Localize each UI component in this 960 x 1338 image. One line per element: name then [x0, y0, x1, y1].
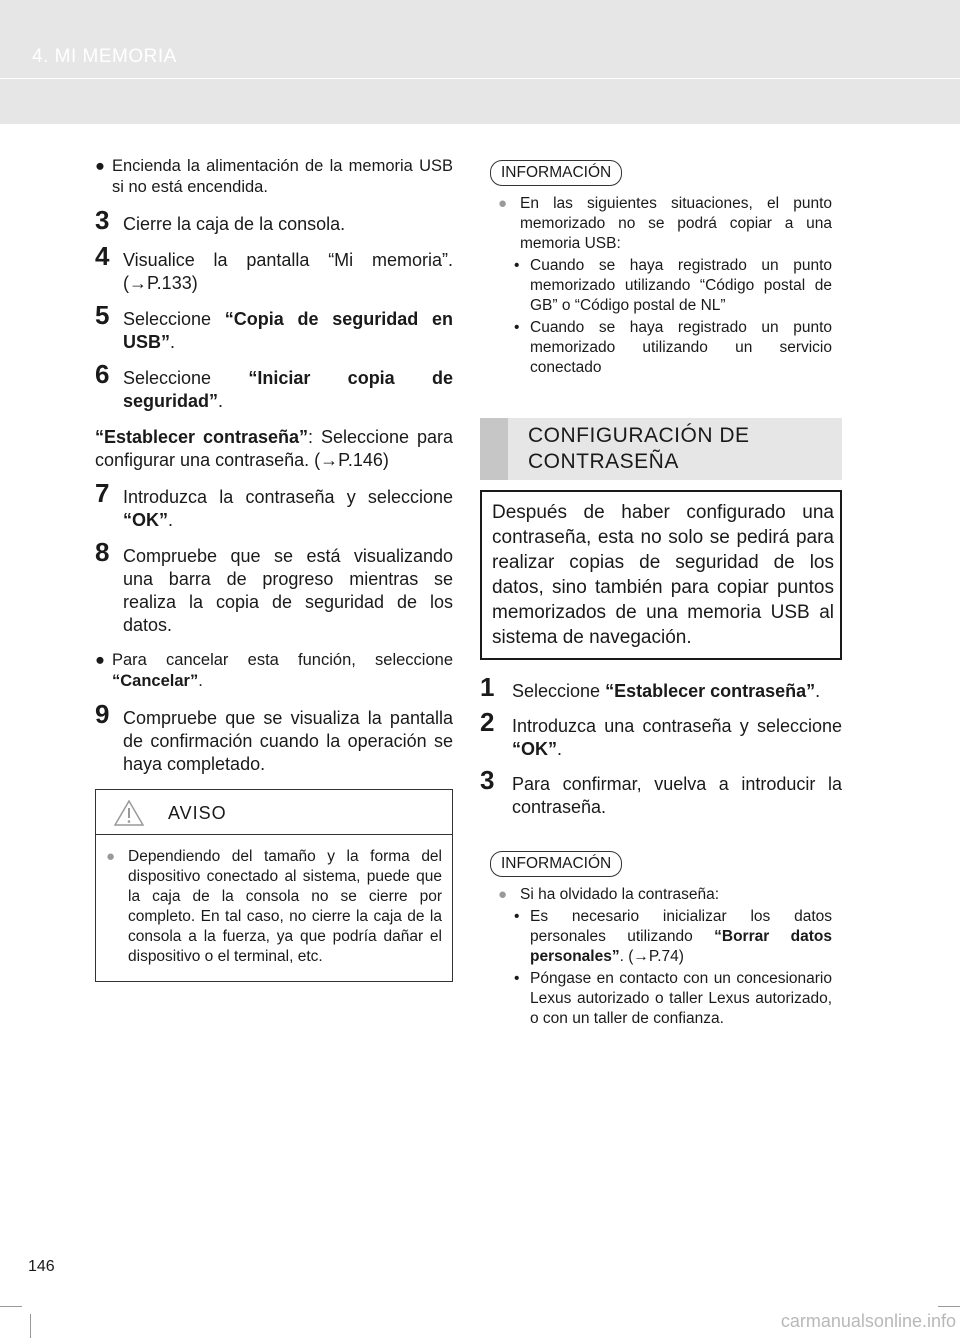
- section-heading-title: [528, 423, 750, 475]
- bullet-icon: ●: [498, 195, 508, 212]
- sub-bullet-icon: •: [514, 319, 520, 336]
- info-sub-item: [498, 256, 832, 316]
- step-text: Compruebe que se está visualizando una barra de progreso mientras se realiza la copia de seguridad de los datos.: [123, 546, 453, 635]
- sub-text: Cuando se haya registrado un punto memorizado utilizando un servicio conectado: [530, 319, 832, 376]
- warning-bullet: [106, 847, 442, 967]
- warning-title: AVISO: [168, 803, 227, 823]
- step-text-post: .: [170, 332, 176, 352]
- section-heading: [480, 418, 842, 480]
- step-text-post: .: [218, 391, 224, 411]
- section-title-line: CONFIGURACIÓN DE: [528, 424, 750, 447]
- step-number: 7: [95, 478, 110, 508]
- info-tag: INFORMACIÓN: [490, 851, 622, 877]
- info-bullet: [498, 885, 832, 905]
- info-sub-item: [498, 318, 832, 378]
- sub-bullet-icon: •: [514, 970, 520, 987]
- step-text: Para confirmar, vuelva a introducir la contraseña.: [512, 774, 842, 817]
- step-9: [95, 699, 453, 776]
- bullet-text-pre: Para cancelar esta función, seleccione: [112, 651, 453, 669]
- bullet-icon: ●: [106, 848, 116, 865]
- bullet-icon: ●: [95, 157, 105, 175]
- warning-body: [96, 835, 452, 981]
- step-number: 1: [480, 672, 495, 702]
- bullet-item: [95, 650, 453, 692]
- sub-bullet-icon: •: [514, 908, 520, 925]
- intro-box: Después de haber configurado una contraseña, esta no solo se pedirá para realizar copias de seguridad de los datos, sino también para copiar puntos memorizados de una memoria USB al sistema de navegación.: [480, 490, 842, 660]
- sub-text: Póngase en contacto con un concesionario Lexus autorizado o taller Lexus autorizado, o con un taller de confianza.: [530, 970, 832, 1027]
- info-tag: INFORMACIÓN: [490, 160, 622, 186]
- right-column: [480, 156, 842, 1029]
- step-text-pre: Seleccione: [512, 681, 606, 701]
- step-3-right: [480, 765, 842, 819]
- bullet-item: [95, 156, 453, 198]
- step-4: [95, 241, 453, 295]
- info-bullet: [498, 194, 832, 254]
- page-header: [0, 0, 960, 124]
- info-body: [480, 885, 842, 1029]
- step-text-post: .: [815, 681, 821, 701]
- step-2: [480, 707, 842, 761]
- step-text-pre: Introduzca una contraseña y seleccione: [512, 716, 842, 736]
- bullet-option: “Cancelar”: [112, 672, 199, 690]
- step-option: “OK”: [123, 510, 168, 530]
- info-text: En las siguientes situaciones, el punto memorizado no se podrá copiar a una memoria USB:: [520, 195, 832, 252]
- step-text-post: .: [557, 739, 563, 759]
- page-number: 146: [28, 1258, 55, 1275]
- info-sub-item: [498, 969, 832, 1029]
- section-title-line: CONTRASEÑA: [528, 450, 679, 473]
- info-body: [480, 194, 842, 378]
- step-6: [95, 359, 453, 413]
- step-number: 4: [95, 241, 110, 271]
- sub-text-post: . (→P.74): [619, 948, 684, 965]
- note-option: “Establecer contraseña”: [95, 427, 309, 447]
- step-option: “Establecer contraseña”: [605, 681, 816, 701]
- watermark: carmanualsonline.info: [780, 1311, 956, 1331]
- note-text: : Seleccione para configurar una contraseña. (→P.146): [95, 427, 453, 470]
- sub-text: Cuando se haya registrado un punto memorizado utilizando “Código postal de GB” o “Código postal de NL”: [530, 257, 832, 314]
- crop-mark: [30, 1314, 31, 1338]
- warning-triangle-icon: [114, 800, 144, 832]
- step-number: 2: [480, 707, 495, 737]
- step-number: 8: [95, 537, 110, 567]
- step-5: [95, 300, 453, 354]
- bullet-icon: ●: [498, 886, 508, 903]
- bullet-icon: ●: [95, 651, 105, 669]
- left-column: [95, 156, 453, 982]
- step-1: [480, 672, 842, 703]
- info-sub-item: [498, 907, 832, 967]
- step-option: “Iniciar copia de seguridad”: [123, 368, 453, 411]
- step-text: Visualice la pantalla “Mi memoria”. (→P.133): [123, 250, 453, 293]
- step-text-post: .: [168, 510, 174, 530]
- step-number: 6: [95, 359, 110, 389]
- step-3: [95, 205, 453, 236]
- warning-header: [96, 790, 452, 835]
- step-number: 9: [95, 699, 110, 729]
- step-7: [95, 478, 453, 532]
- step-text: Compruebe que se visualiza la pantalla de confirmación cuando la operación se haya completado.: [123, 708, 453, 774]
- step-text-pre: Introduzca la contraseña y seleccione: [123, 487, 453, 507]
- step-option: “OK”: [512, 739, 557, 759]
- crop-mark: [0, 1306, 22, 1307]
- sub-bullet-icon: •: [514, 257, 520, 274]
- sub-option: “Borrar datos personales”: [530, 928, 832, 965]
- header-divider: [0, 78, 960, 79]
- step-text-pre: Seleccione: [123, 309, 225, 329]
- step-number: 5: [95, 300, 110, 330]
- step-option: “Copia de seguridad en USB”: [123, 309, 453, 352]
- warning-text: Dependiendo del tamaño y la forma del dispositivo conectado al sistema, puede que la caja de la consola no se cierre por completo. En tal caso, no cierre la caja de la consola a la fuerza, ya que podría dañar el dispositivo o el terminal, etc.: [128, 848, 442, 965]
- section-title: 4. MI MEMORIA: [32, 46, 177, 67]
- step-8: [95, 537, 453, 637]
- bullet-text: Encienda la alimentación de la memoria USB si no está encendida.: [112, 157, 453, 196]
- section-bar: [480, 418, 508, 480]
- sub-text-pre: Es necesario inicializar los datos personales utilizando: [530, 908, 832, 945]
- info-text: Si ha olvidado la contraseña:: [520, 886, 720, 903]
- step-number: 3: [480, 765, 495, 795]
- step-text-pre: Seleccione: [123, 368, 249, 388]
- option-note: [95, 426, 453, 472]
- warning-box: [95, 789, 453, 982]
- bullet-text-post: .: [198, 672, 203, 690]
- step-number: 3: [95, 205, 110, 235]
- step-text: Cierre la caja de la consola.: [123, 214, 346, 234]
- crop-mark: [938, 1306, 960, 1307]
